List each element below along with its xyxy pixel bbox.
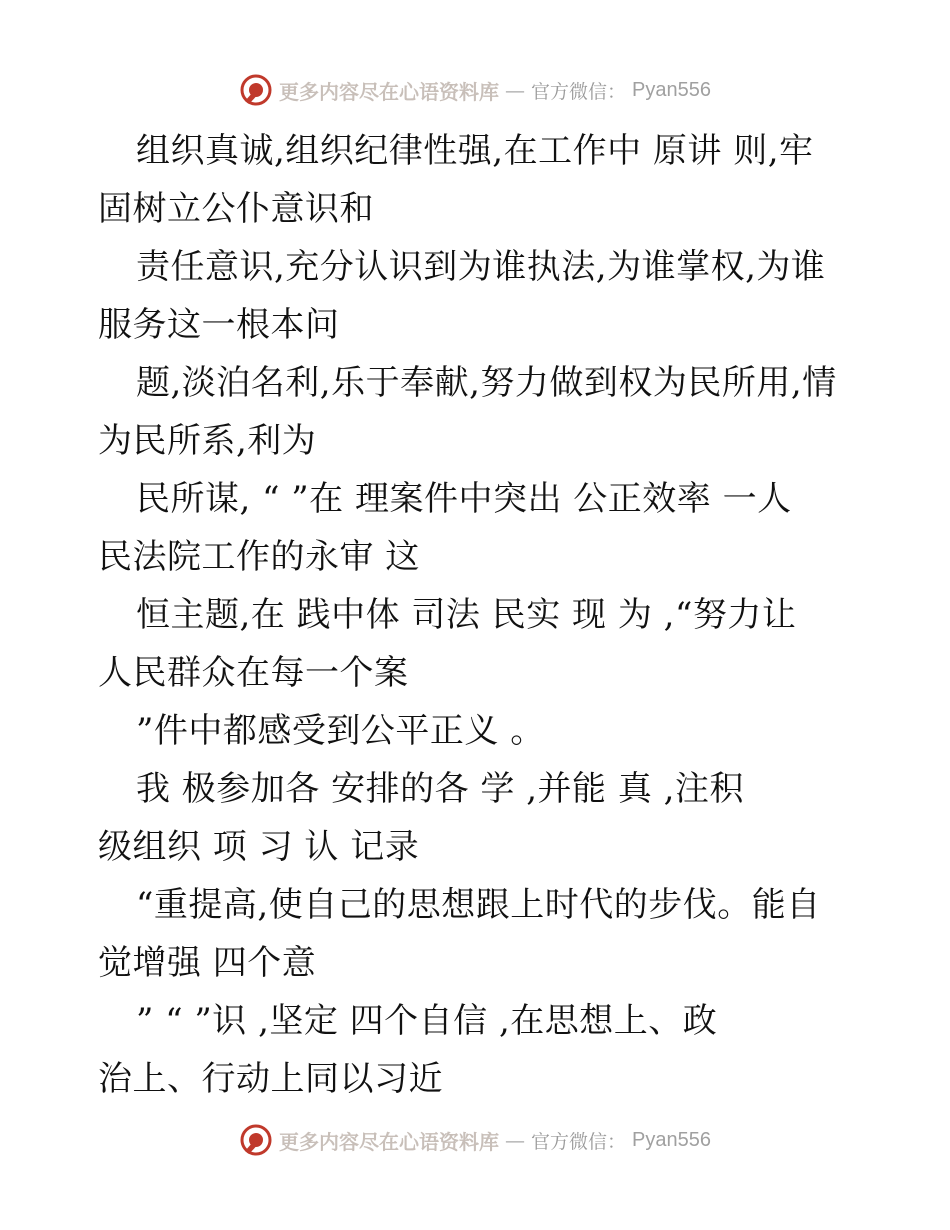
body-line: 题,淡泊名利,乐于奉献,努力做到权为民所用,情 (136, 363, 837, 403)
body-line: 人民群众在每一个案 (98, 653, 409, 693)
body-line: 民法院工作的永审 这 (98, 537, 420, 577)
header-banner-text: 更多内容尽在心语资料库 (279, 79, 499, 104)
footer-wechat-id: Pyan556 (632, 1128, 711, 1151)
body-line: 固树立公仆意识和 (98, 189, 374, 229)
header-banner-inner (239, 73, 711, 107)
body-line: ”件中都感受到公平正义 。 (136, 711, 545, 751)
body-line: 服务这一根本问 (98, 305, 340, 345)
footer-banner-inner (239, 1123, 711, 1157)
body-line: ” “ ”识 ,坚定 四个自信 ,在思想上、政 (136, 1001, 718, 1041)
body-line: “重提高,使自己的思想跟上时代的步伐。能自 (136, 885, 821, 925)
document-body (98, 122, 858, 1108)
body-line: 我 极参加各 安排的各 学 ,并能 真 ,注积 (136, 769, 744, 809)
header-banner-dash: — (505, 78, 525, 102)
body-line: 民所谋, “ ”在 理案件中突出 公正效率 一人 (136, 479, 792, 519)
body-line: 恒主题,在 践中体 司法 民实 现 为 ,“努力让 (136, 595, 797, 635)
header-wechat-id: Pyan556 (632, 78, 711, 101)
body-line: 责任意识,充分认识到为谁执法,为谁掌权,为谁 (136, 247, 826, 287)
body-line: 治上、行动上同以习近 (98, 1059, 443, 1099)
footer-banner (0, 1120, 950, 1160)
body-line: 觉增强 四个意 (98, 943, 317, 983)
header-banner (0, 70, 950, 110)
body-line: 级组织 项 习 认 记录 (98, 827, 420, 867)
body-line: 组织真诚,组织纪律性强,在工作中 原讲 则,牢 (136, 131, 814, 171)
footer-banner-text: 更多内容尽在心语资料库 (279, 1129, 499, 1154)
footer-wechat-label: 官方微信： (531, 1130, 627, 1153)
body-line: 为民所系,利为 (98, 421, 317, 461)
footer-banner-dash: — (505, 1128, 525, 1152)
logo-icon (239, 1123, 273, 1157)
logo-icon (239, 73, 273, 107)
header-wechat-label: 官方微信： (531, 80, 627, 103)
